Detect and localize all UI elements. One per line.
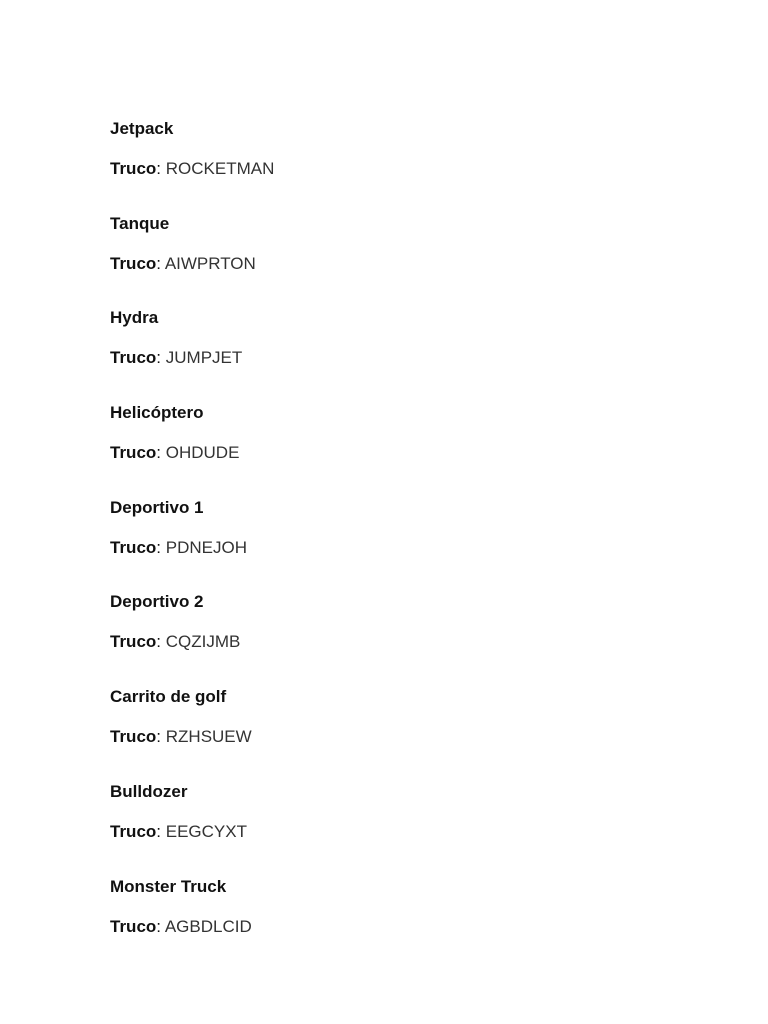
cheat-label: Truco (110, 253, 157, 273)
cheat-code: ROCKETMAN (165, 159, 275, 178)
vehicle-title: Hydra (110, 308, 159, 328)
cheat-line: Truco: PDNEJOH (110, 537, 247, 557)
vehicle-title: Carrito de golf (110, 687, 227, 707)
vehicle-title: Deportivo 2 (110, 592, 204, 612)
cheat-code: AIWPRTON (164, 253, 256, 273)
vehicle-title: Deportivo 1 (110, 497, 204, 517)
cheat-label: Truco (110, 159, 157, 178)
cheat-line: Truco: JUMPJET (110, 348, 243, 368)
cheat-entry-bulldozer (110, 781, 710, 876)
cheat-code: CQZIJMB (165, 632, 241, 652)
cheat-entry-jetpack (110, 118, 710, 213)
cheat-label: Truco (110, 916, 157, 936)
cheat-code: OHDUDE (165, 443, 240, 463)
cheat-entry-monster-truck (110, 876, 710, 971)
cheat-code: JUMPJET (165, 348, 243, 368)
cheat-code: PDNEJOH (165, 537, 247, 557)
cheat-code: AGBDLCID (164, 916, 252, 936)
cheat-entry-carrito-de-golf (110, 686, 710, 781)
cheat-label: Truco (110, 348, 157, 368)
cheat-line: Truco: CQZIJMB (110, 632, 241, 652)
cheat-line: Truco: OHDUDE (110, 443, 240, 463)
cheat-entry-tanque (110, 213, 710, 308)
vehicle-title: Helicóptero (110, 403, 204, 423)
cheat-line: Truco: ROCKETMAN (110, 159, 275, 178)
cheat-line: Truco: EEGCYXT (110, 821, 247, 841)
vehicle-title: Bulldozer (110, 781, 188, 801)
vehicle-title: Tanque (110, 213, 170, 233)
cheat-label: Truco (110, 632, 157, 652)
cheat-label: Truco (110, 821, 157, 841)
cheat-entry-deportivo-2 (110, 591, 710, 686)
cheat-line: Truco: RZHSUEW (110, 727, 252, 747)
cheat-code: RZHSUEW (165, 727, 252, 747)
cheat-label: Truco (110, 727, 157, 747)
vehicle-title: Jetpack (110, 119, 174, 138)
cheat-label: Truco (110, 537, 157, 557)
cheat-list (110, 118, 710, 970)
cheat-line: Truco: AIWPRTON (110, 253, 256, 273)
cheat-entry-helicoptero (110, 402, 710, 497)
cheat-entry-deportivo-1 (110, 497, 710, 592)
cheat-label: Truco (110, 443, 157, 463)
vehicle-title: Monster Truck (110, 876, 227, 896)
cheat-line: Truco: AGBDLCID (110, 916, 252, 936)
cheat-entry-hydra (110, 307, 710, 402)
cheat-code: EEGCYXT (165, 821, 247, 841)
